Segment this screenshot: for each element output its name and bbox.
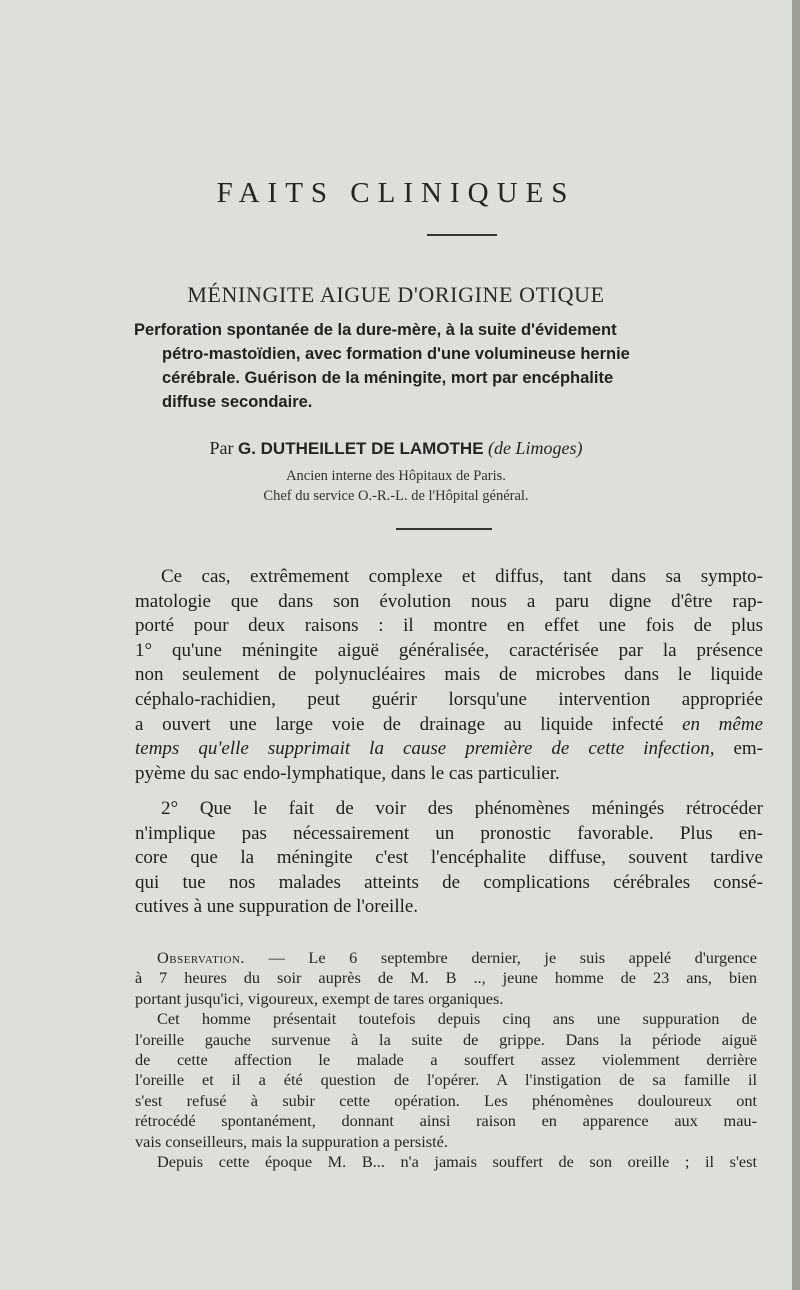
text-segment: em- <box>733 738 764 760</box>
byline <box>0 438 792 459</box>
text-line: s'est refusé à subir cette opération. Les phénomènes douloureux ont <box>135 1090 757 1110</box>
text-line <box>135 737 763 762</box>
text-line: pyème du sac endo-lymphatique, dans le cas particulier. <box>135 762 560 784</box>
author-name: G. DUTHEILLET DE LAMOTHE <box>237 439 484 458</box>
text-line: Cet homme présentait toutefois depuis cinq ans une suppuration de <box>157 1009 757 1029</box>
text-line: Depuis cette époque M. B... n'a jamais souffert de son oreille ; il s'est <box>157 1152 757 1172</box>
article-title: MÉNINGITE AIGUE D'ORIGINE OTIQUE <box>187 282 605 307</box>
text-line: l'oreille et il a été question de l'opérer. A l'instigation de sa famille il <box>135 1070 757 1090</box>
text-line: n'implique pas nécessairement un pronostic favorable. Plus en- <box>135 822 763 844</box>
byline-prefix: Par <box>209 438 234 458</box>
observation-section <box>135 948 757 1172</box>
text-line <box>135 948 757 968</box>
text-line: matologie que dans son évolution nous a paru digne d'être rap- <box>135 590 763 612</box>
subtitle-line: cérébrale. Guérison de la méningite, mort par encéphalite <box>162 369 614 387</box>
text-line: de cette affection le malade a souffert assez violemment derrière <box>135 1050 757 1070</box>
text-line: 2° Que le fait de voir des phénomènes méningés rétrocéder <box>161 798 763 819</box>
section-title: FAITS CLINIQUES <box>216 177 576 209</box>
byline-divider <box>396 528 492 530</box>
author-location: (de Limoges) <box>488 438 583 458</box>
text-line: vais conseilleurs, mais la suppuration a persisté. <box>135 1131 448 1151</box>
credential-line: Ancien interne des Hôpitaux de Paris. <box>286 468 506 484</box>
text-line: céphalo-rachidien, peut guérir lorsqu'une intervention appropriée <box>135 688 763 710</box>
text-line: qui tue nos malades atteints de complications cérébrales consé- <box>135 871 763 893</box>
text-line: non seulement de polynucléaires mais de microbes dans le liquide <box>135 664 763 686</box>
article-subtitle <box>134 318 774 414</box>
observation-label: Observation. <box>157 948 245 967</box>
italic-segment: temps qu'elle supprimait la cause première de cette infection, <box>135 738 715 760</box>
subtitle-line: Perforation spontanée de la dure-mère, à la suite d'évidement <box>134 321 617 339</box>
text-line: portant jusqu'ici, vigoureux, exempt de tares organiques. <box>135 988 504 1008</box>
text-line: 1° qu'une méningite aiguë généralisée, caractérisée par la présence <box>135 639 763 661</box>
text-line: rétrocédé spontanément, donnant ainsi raison en apparence aux mau- <box>135 1111 757 1131</box>
subtitle-line: diffuse secondaire. <box>162 393 313 411</box>
text-line: core que la méningite c'est l'encéphalite diffuse, souvent tardive <box>135 847 763 869</box>
credential-line: Chef du service O.-R.-L. de l'Hôpital général. <box>263 488 529 504</box>
text-segment: a ouvert une large voie de drainage au liquide infecté <box>135 713 664 735</box>
page-edge-shadow <box>792 0 800 1290</box>
title-divider <box>427 234 497 236</box>
subtitle-line: pétro-mastoïdien, avec formation d'une volumineuse hernie <box>162 345 630 363</box>
italic-segment: en même <box>682 713 763 735</box>
text-line: Ce cas, extrêmement complexe et diffus, tant dans sa sympto- <box>161 566 763 587</box>
text-segment: — Le 6 septembre dernier, je suis appelé d'urgence <box>268 948 757 967</box>
text-line: cutives à une suppuration de l'oreille. <box>135 896 419 918</box>
text-line: l'oreille gauche survenue à la suite de grippe. Dans la période aiguë <box>135 1029 757 1049</box>
point-two-paragraph <box>135 797 763 920</box>
intro-paragraph <box>135 565 763 786</box>
text-line: à 7 heures du soir auprès de M. B .., jeune homme de 23 ans, bien <box>135 968 757 988</box>
text-line: porté pour deux raisons : il montre en effet une fois de plus <box>135 615 763 637</box>
text-line <box>135 713 763 738</box>
